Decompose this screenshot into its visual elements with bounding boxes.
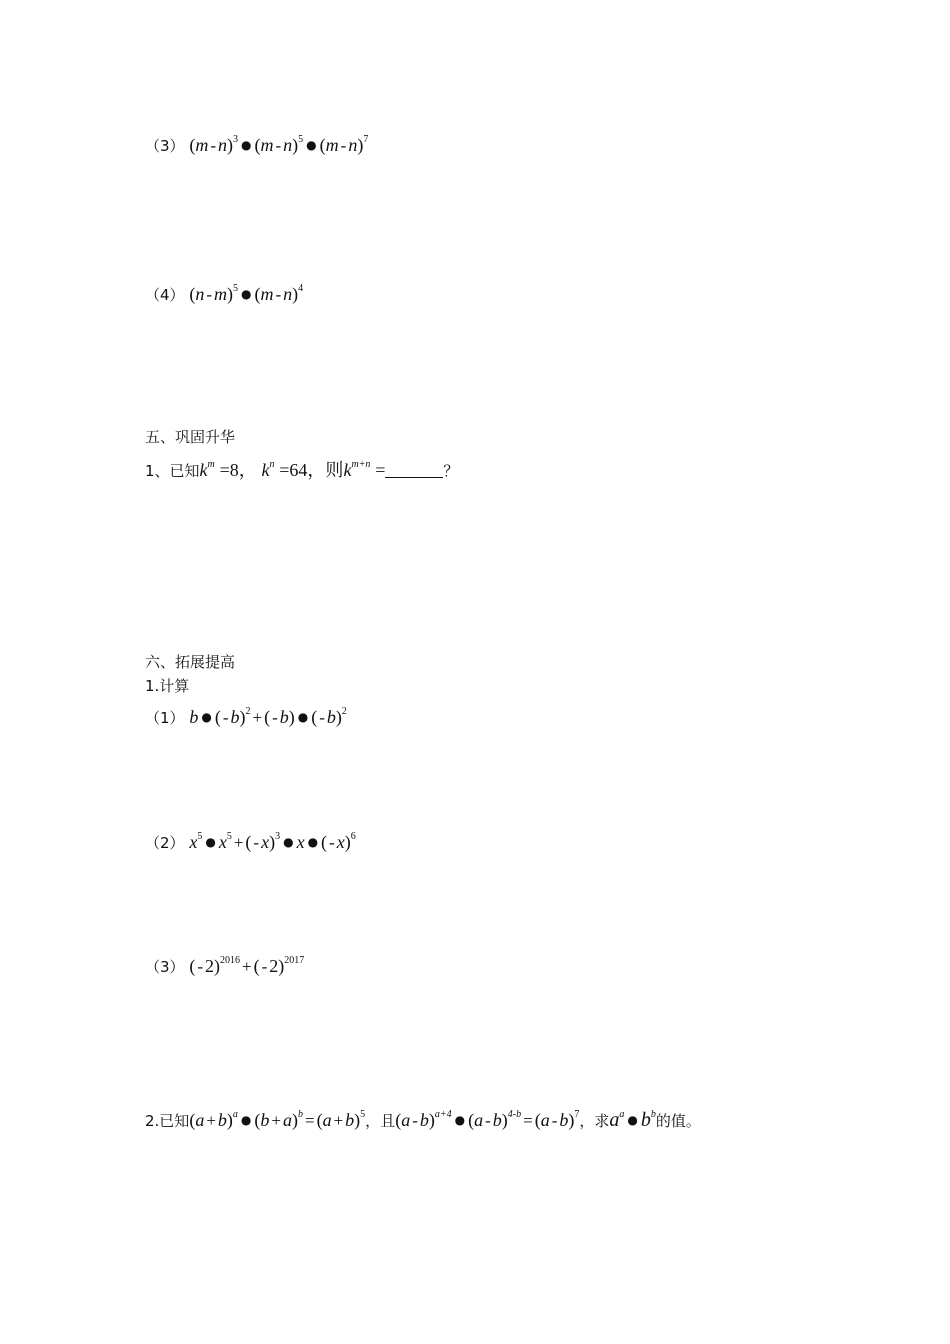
math-k-n: $k^n$ (261, 459, 275, 480)
problem-label: （1） (145, 709, 185, 727)
math-k-m-plus-n: $k^{m+n}$ (343, 459, 371, 480)
problem-4-nm (145, 279, 303, 305)
section-6-problem-1 (145, 702, 347, 728)
problem-label: （3） (145, 137, 185, 155)
section-6-heading: 六、拓展提高 (145, 653, 236, 671)
section-6-problem-2 (145, 827, 356, 853)
question-prefix: 2.已知 (145, 1112, 190, 1130)
answer-blank[interactable] (385, 463, 443, 478)
section-6-question-2 (145, 1105, 701, 1131)
math-expression: $x^5$ ● $x^5$ + ( - x)$^3$ ● x ● ( - x)$^6$ (189, 831, 356, 852)
math-expression: b ● ( - b)$^2$ + ( - b) ● ( - b)$^2$ (189, 706, 347, 727)
question-prefix: 1、已知 (145, 462, 200, 480)
section-5-heading: 五、巩固升华 (145, 428, 236, 446)
connector-text: ，且 (365, 1112, 396, 1130)
math-condition-2: (a - b)$^{a+4}$ ● (a - b)$^{4-b}$ = (a - b)$^7$ (395, 1109, 580, 1130)
section-6-subheading: 1.计算 (145, 677, 190, 695)
math-expression: (n - m)$^5$ ● (m - n)$^4$ (189, 283, 304, 304)
equation-text: =64，则 (279, 460, 344, 480)
math-expression: ( - 2)$^{2016}$ + ( - 2)$^{2017}$ (189, 955, 305, 976)
equation-text: = (375, 460, 386, 480)
section-5-question-1 (145, 455, 458, 481)
problem-label: （2） (145, 834, 185, 852)
math-expression: (m - n)$^3$ ● (m - n)$^5$ ● (m - n)$^7$ (189, 134, 369, 155)
section-6-problem-3 (145, 951, 304, 977)
equation-text: =8， (219, 460, 257, 480)
math-k-m: $k^m$ (199, 459, 215, 480)
question-suffix: 的值。 (655, 1112, 701, 1130)
problem-label: （3） (145, 958, 185, 976)
math-target: $a^a$ ● $b^b$ (609, 1109, 656, 1131)
problem-3-mn (145, 130, 368, 156)
problem-label: （4） (145, 286, 185, 304)
question-suffix: ？ (443, 462, 459, 480)
math-condition-1: $(a + b)^a$ ● $(b + a)^b = (a + b)^5$ (189, 1109, 366, 1130)
connector-text: ，求 (579, 1112, 610, 1130)
